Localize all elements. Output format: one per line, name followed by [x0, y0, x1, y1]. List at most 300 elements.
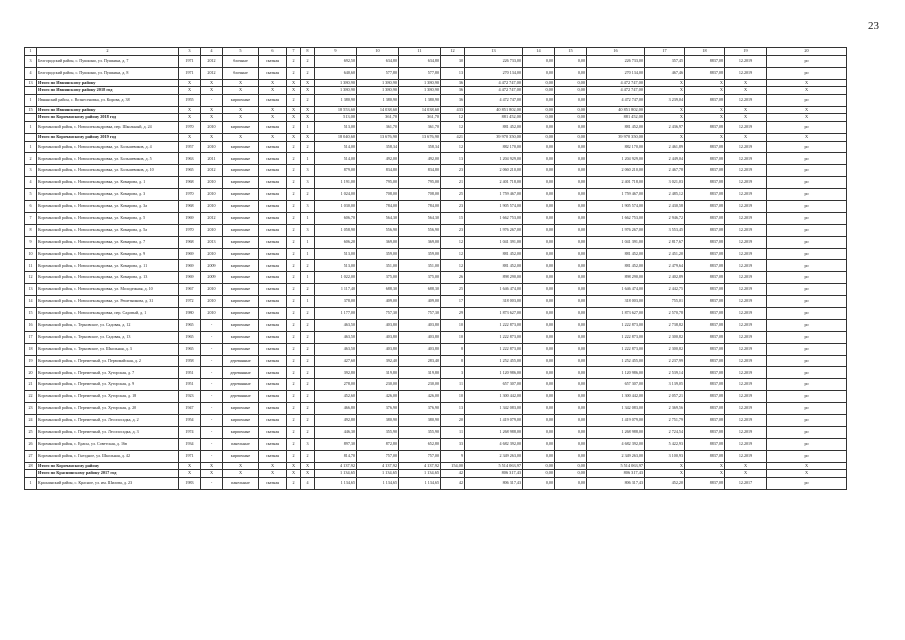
- column-number-cell: 3: [179, 48, 201, 56]
- table-cell: ро: [767, 477, 847, 489]
- table-cell: скатная: [259, 438, 287, 450]
- table-cell: 376,90: [399, 403, 441, 415]
- table-cell: 3: [301, 165, 315, 177]
- table-cell: 2 539,14: [645, 367, 685, 379]
- table-cell: 2010: [201, 284, 223, 296]
- table-cell: 20: [441, 415, 465, 427]
- table-cell: 467,46: [645, 67, 685, 79]
- table-cell: 12.2019: [725, 212, 767, 224]
- table-cell: скатная: [259, 403, 287, 415]
- table-cell: 0,00: [555, 114, 587, 122]
- table-cell: X: [259, 470, 287, 478]
- table-cell: 23: [441, 165, 465, 177]
- subtotal-row: [25, 106, 847, 114]
- table-cell: 0,00: [555, 141, 587, 153]
- table-cell: 872,80: [357, 438, 399, 450]
- table-cell: 0,00: [555, 308, 587, 320]
- table-cell: 426,00: [399, 391, 441, 403]
- table-cell: 0,00: [555, 212, 587, 224]
- table-cell: X: [685, 470, 725, 478]
- table-cell: 806 317,43: [587, 470, 645, 478]
- table-cell: 0,00: [555, 122, 587, 134]
- table-cell: 355,90: [399, 426, 441, 438]
- table-cell: -: [201, 415, 223, 427]
- table-cell: 2: [287, 477, 301, 489]
- address-cell: Корочанский район, с. Ерасы, ул. Советская, д. 16в: [37, 438, 179, 450]
- table-cell: скатная: [259, 426, 287, 438]
- table-cell: 1968: [179, 200, 201, 212]
- table-cell: 2: [287, 319, 301, 331]
- table-cell: ро: [767, 153, 847, 165]
- table-row: [25, 56, 847, 68]
- table-cell: 2 817,67: [645, 236, 685, 248]
- column-number-cell: 7: [287, 48, 301, 56]
- table-cell: 13: [441, 403, 465, 415]
- table-cell: -: [201, 355, 223, 367]
- table-cell: 12.2019: [725, 248, 767, 260]
- table-cell: 33: [441, 438, 465, 450]
- table-cell: X: [259, 133, 287, 141]
- table-cell: 8837,08: [685, 272, 725, 284]
- table-cell: 1 222 873,00: [587, 319, 645, 331]
- table-cell: 10: [441, 331, 465, 343]
- table-cell: 358,34: [357, 141, 399, 153]
- column-number-cell: 11: [399, 48, 441, 56]
- table-cell: X: [767, 106, 847, 114]
- table-cell: скатная: [259, 331, 287, 343]
- table-cell: 2010: [201, 224, 223, 236]
- table-cell: 1 041 391,00: [465, 236, 523, 248]
- table-cell: 427,60: [315, 355, 357, 367]
- table-cell: 1 120 986,00: [465, 367, 523, 379]
- table-cell: 8837,08: [685, 343, 725, 355]
- table-cell: 2 467,78: [645, 165, 685, 177]
- table-cell: 0,00: [555, 403, 587, 415]
- table-cell: 12.2019: [725, 272, 767, 284]
- table-cell: 2010: [201, 308, 223, 320]
- column-number-cell: 17: [645, 48, 685, 56]
- table-cell: 8837,08: [685, 56, 725, 68]
- table-cell: 433: [441, 106, 465, 114]
- table-cell: 2010: [201, 200, 223, 212]
- table-cell: X: [179, 87, 201, 95]
- subtotal-label-cell: Итого по Ивнянскому району 2018 год: [37, 87, 179, 95]
- table-cell: 4 472 747,00: [587, 79, 645, 87]
- table-cell: 2: [287, 450, 301, 462]
- table-cell: 39 970 350,00: [587, 133, 645, 141]
- table-cell: X: [179, 114, 201, 122]
- table-cell: 5: [25, 189, 37, 201]
- table-cell: 10: [441, 391, 465, 403]
- table-cell: 2: [287, 153, 301, 165]
- table-cell: 757,30: [399, 308, 441, 320]
- table-cell: 12.2019: [725, 319, 767, 331]
- table-cell: 12.2019: [725, 438, 767, 450]
- table-cell: 834,80: [357, 165, 399, 177]
- table-cell: 463,50: [315, 319, 357, 331]
- table-cell: 1958: [179, 355, 201, 367]
- table-cell: [25, 133, 37, 141]
- table-cell: 2: [301, 331, 315, 343]
- table-cell: ро: [767, 189, 847, 201]
- table-cell: 556,90: [399, 224, 441, 236]
- table-cell: X: [287, 106, 301, 114]
- table-cell: X: [259, 462, 287, 470]
- table-cell: 0,00: [555, 153, 587, 165]
- table-cell: 17: [441, 296, 465, 308]
- table-cell: X: [685, 79, 725, 87]
- table-cell: 0,00: [523, 106, 555, 114]
- register-table: [24, 47, 847, 490]
- table-cell: 1 380,90: [357, 87, 399, 95]
- table-cell: 1 380,90: [315, 87, 357, 95]
- table-cell: скатная: [259, 56, 287, 68]
- table-cell: 0,00: [523, 308, 555, 320]
- table-cell: X: [685, 106, 725, 114]
- address-cell: Корочанский район, с. Новоалександровка, ул. Большевиков, д. 5: [37, 153, 179, 165]
- table-cell: 2: [287, 272, 301, 284]
- table-cell: 2 751,79: [645, 415, 685, 427]
- table-cell: 2 060 210,00: [587, 165, 645, 177]
- table-cell: 12.2019: [725, 67, 767, 79]
- table-cell: 882 170,00: [465, 141, 523, 153]
- table-cell: 8: [441, 343, 465, 355]
- subtotal-label-cell: Итого по Корочанскому району 2018 год: [37, 114, 179, 122]
- table-cell: 2: [301, 450, 315, 462]
- table-cell: 8837,08: [685, 153, 725, 165]
- table-cell: 2 401 718,00: [587, 177, 645, 189]
- table-cell: 1967: [179, 284, 201, 296]
- table-cell: 12.2019: [725, 296, 767, 308]
- table-cell: 4: [25, 177, 37, 189]
- table-cell: X: [179, 470, 201, 478]
- table-cell: 11: [25, 260, 37, 272]
- table-cell: 13 676,90: [357, 133, 399, 141]
- table-cell: 2 442,75: [645, 284, 685, 296]
- address-cell: Корочанский район, с. Новоалександровка, пер. Садовый, д. 1: [37, 308, 179, 320]
- table-cell: 2: [301, 426, 315, 438]
- table-cell: 564,30: [399, 212, 441, 224]
- table-cell: 2: [301, 355, 315, 367]
- table-cell: 1965: [179, 165, 201, 177]
- address-cell: Краснинский район, с. Красное, ул. им. Шилова, д. 23: [37, 477, 179, 489]
- table-cell: 361,70: [399, 114, 441, 122]
- table-cell: 1 342 083,00: [465, 403, 523, 415]
- table-cell: 2: [287, 177, 301, 189]
- table-cell: -: [201, 438, 223, 450]
- table-cell: 15: [441, 212, 465, 224]
- table-cell: ро: [767, 224, 847, 236]
- table-cell: 2 300,82: [645, 343, 685, 355]
- table-cell: 1 177,00: [315, 308, 357, 320]
- table-cell: 795,00: [357, 177, 399, 189]
- table-cell: 8837,08: [685, 94, 725, 106]
- table-cell: кирпичные: [223, 296, 259, 308]
- table-cell: 2010: [201, 296, 223, 308]
- table-cell: 2012: [201, 67, 223, 79]
- table-cell: 0,00: [555, 272, 587, 284]
- table-cell: 361,70: [357, 114, 399, 122]
- table-cell: 8: [25, 224, 37, 236]
- table-cell: 8837,08: [685, 189, 725, 201]
- table-cell: 1934: [179, 438, 201, 450]
- table-cell: X: [645, 133, 685, 141]
- table-cell: 403,80: [357, 343, 399, 355]
- table-cell: 2 724,54: [645, 426, 685, 438]
- table-cell: 13: [25, 79, 37, 87]
- table-cell: X: [767, 87, 847, 95]
- table-cell: 403,80: [399, 331, 441, 343]
- table-cell: 1951: [179, 367, 201, 379]
- table-cell: 806 317,43: [587, 477, 645, 489]
- table-cell: 2 430,58: [645, 200, 685, 212]
- table-cell: кирпичные: [223, 165, 259, 177]
- table-cell: ро: [767, 391, 847, 403]
- table-cell: 8837,08: [685, 415, 725, 427]
- table-cell: 577,80: [357, 67, 399, 79]
- table-cell: 1 268 988,00: [587, 426, 645, 438]
- table-cell: 4: [301, 477, 315, 489]
- table-row: [25, 67, 847, 79]
- table-cell: скатная: [259, 391, 287, 403]
- table-cell: X: [301, 79, 315, 87]
- table-cell: 881 452,00: [465, 260, 523, 272]
- table-cell: X: [287, 87, 301, 95]
- column-number-cell: 5: [223, 48, 259, 56]
- table-cell: 9: [25, 236, 37, 248]
- table-cell: 2 369,56: [645, 403, 685, 415]
- table-cell: 2 451,20: [645, 248, 685, 260]
- table-cell: ро: [767, 177, 847, 189]
- table-cell: -: [201, 331, 223, 343]
- table-cell: скатная: [259, 122, 287, 134]
- table-cell: 4 472 747,00: [465, 79, 523, 87]
- table-cell: скатная: [259, 165, 287, 177]
- table-cell: 0,00: [555, 438, 587, 450]
- table-cell: ро: [767, 272, 847, 284]
- table-cell: 1 380,90: [357, 79, 399, 87]
- table-cell: 2: [287, 200, 301, 212]
- column-number-cell: 1: [25, 48, 37, 56]
- table-cell: 2: [287, 260, 301, 272]
- table-cell: 12: [441, 141, 465, 153]
- table-cell: 12.2019: [725, 426, 767, 438]
- table-cell: 1 252 455,00: [465, 355, 523, 367]
- table-cell: 2013: [201, 236, 223, 248]
- table-cell: 881 452,00: [587, 260, 645, 272]
- table-cell: 0,00: [523, 56, 555, 68]
- table-cell: 14 038,60: [357, 106, 399, 114]
- column-number-cell: 13: [465, 48, 523, 56]
- table-cell: скатная: [259, 153, 287, 165]
- table-cell: 1 022,00: [315, 272, 357, 284]
- table-cell: 8837,08: [685, 165, 725, 177]
- table-cell: X: [725, 462, 767, 470]
- table-cell: кирпичные: [223, 236, 259, 248]
- table-cell: 1974: [179, 426, 201, 438]
- table-cell: 1 380,90: [399, 94, 441, 106]
- table-cell: 1980: [179, 308, 201, 320]
- table-cell: 36: [441, 79, 465, 87]
- table-cell: 1963: [179, 153, 201, 165]
- table-cell: 8837,08: [685, 331, 725, 343]
- table-cell: 0,00: [555, 450, 587, 462]
- table-cell: -: [201, 391, 223, 403]
- table-cell: ро: [767, 403, 847, 415]
- table-cell: 2010: [201, 177, 223, 189]
- table-cell: X: [201, 133, 223, 141]
- table-cell: 2: [287, 438, 301, 450]
- table-cell: 0,00: [523, 477, 555, 489]
- table-cell: 0,00: [555, 355, 587, 367]
- table-cell: 2 401 718,00: [465, 177, 523, 189]
- table-cell: 5 514 063,97: [587, 462, 645, 470]
- table-cell: 1 222 873,00: [465, 319, 523, 331]
- table-row: [25, 355, 847, 367]
- table-cell: ро: [767, 355, 847, 367]
- table-cell: X: [179, 106, 201, 114]
- table-cell: 0,00: [523, 177, 555, 189]
- table-cell: 806 317,43: [465, 477, 523, 489]
- table-cell: X: [259, 114, 287, 122]
- table-cell: 1: [301, 236, 315, 248]
- table-row: [25, 415, 847, 427]
- table-cell: 8837,08: [685, 212, 725, 224]
- table-cell: 2: [287, 391, 301, 403]
- table-cell: 11: [441, 426, 465, 438]
- table-cell: 688,30: [399, 284, 441, 296]
- table-cell: 0,00: [555, 248, 587, 260]
- table-cell: 0,00: [523, 189, 555, 201]
- table-cell: 7: [25, 212, 37, 224]
- table-cell: 1 905 574,00: [587, 200, 645, 212]
- table-row: [25, 248, 847, 260]
- table-cell: 3: [301, 200, 315, 212]
- table-cell: 757,00: [357, 450, 399, 462]
- address-cell: Корочанский район, с. Терновское, ул. Садовая, д. 13: [37, 331, 179, 343]
- address-cell: Ивнянский район, с. Вознесеновка, ул. Кирова, д. 38: [37, 94, 179, 106]
- table-cell: 12.2017: [725, 477, 767, 489]
- table-cell: 8: [441, 355, 465, 367]
- table-cell: 0,00: [523, 403, 555, 415]
- table-cell: X: [645, 106, 685, 114]
- table-cell: 1 252 455,00: [587, 355, 645, 367]
- table-cell: 3: [25, 56, 37, 68]
- table-cell: X: [767, 114, 847, 122]
- table-cell: 2: [287, 415, 301, 427]
- table-cell: -: [201, 94, 223, 106]
- address-cell: Корочанский район, с. Новоалександровка, ул. Комарова, д. 3а: [37, 200, 179, 212]
- table-cell: 23: [441, 200, 465, 212]
- table-cell: 12: [25, 272, 37, 284]
- table-cell: 12.2019: [725, 56, 767, 68]
- table-row: [25, 236, 847, 248]
- table-cell: деревянные: [223, 391, 259, 403]
- table-cell: кирпичные: [223, 200, 259, 212]
- table-cell: X: [645, 87, 685, 95]
- address-cell: Белгородский район, с. Пушкино, ул. Пушкина, д. 8: [37, 67, 179, 79]
- table-cell: 1: [25, 477, 37, 489]
- table-cell: 13: [441, 67, 465, 79]
- register-table-container: [24, 47, 846, 490]
- table-cell: 12: [441, 236, 465, 248]
- table-cell: ро: [767, 260, 847, 272]
- table-cell: 757,30: [357, 308, 399, 320]
- table-cell: 426,00: [357, 391, 399, 403]
- table-cell: X: [301, 114, 315, 122]
- table-row: [25, 177, 847, 189]
- table-cell: 2: [287, 141, 301, 153]
- table-cell: 358,34: [399, 141, 441, 153]
- table-row: [25, 260, 847, 272]
- table-cell: 514,00: [315, 153, 357, 165]
- table-cell: 1 419 079,00: [587, 415, 645, 427]
- address-cell: Корочанский район, с. Новоалександровка, ул. Молодежная, д. 10: [37, 284, 179, 296]
- table-cell: 466,80: [315, 403, 357, 415]
- table-row: [25, 212, 847, 224]
- table-cell: деревянные: [223, 379, 259, 391]
- table-cell: 1968: [179, 177, 201, 189]
- table-cell: 283,40: [399, 355, 441, 367]
- table-cell: 0,00: [555, 106, 587, 114]
- table-cell: X: [201, 470, 223, 478]
- table-cell: 21: [441, 177, 465, 189]
- table-cell: X: [645, 462, 685, 470]
- table-cell: 492,00: [399, 153, 441, 165]
- table-cell: 2: [301, 391, 315, 403]
- table-cell: 463,50: [315, 343, 357, 355]
- table-cell: 1 058,90: [315, 224, 357, 236]
- table-cell: 1 759 467,00: [465, 189, 523, 201]
- table-cell: 2: [287, 67, 301, 79]
- table-cell: 2 479,64: [645, 260, 685, 272]
- table-cell: 12.2019: [725, 284, 767, 296]
- table-cell: 6: [25, 200, 37, 212]
- table-row: [25, 438, 847, 450]
- table-row: [25, 331, 847, 343]
- subtotal-label-cell: Итого по Ивнянскому району: [37, 106, 179, 114]
- table-cell: 1 380,90: [399, 87, 441, 95]
- table-cell: 1972: [179, 296, 201, 308]
- table-cell: кирпичные: [223, 141, 259, 153]
- table-cell: 1965: [179, 331, 201, 343]
- table-cell: 795,00: [399, 177, 441, 189]
- table-cell: 2: [301, 319, 315, 331]
- table-cell: 0,00: [555, 284, 587, 296]
- address-cell: Корочанский район, с. Гнездное, ул. Школьная, д. 42: [37, 450, 179, 462]
- table-cell: 1 380,90: [399, 79, 441, 87]
- subtotal-row: [25, 79, 847, 87]
- subtotal-row: [25, 462, 847, 470]
- table-cell: 2: [301, 367, 315, 379]
- table-row: [25, 319, 847, 331]
- table-cell: 2: [287, 296, 301, 308]
- table-cell: 0,00: [523, 319, 555, 331]
- table-cell: 0,00: [523, 260, 555, 272]
- table-cell: X: [767, 462, 847, 470]
- table-cell: 27: [25, 450, 37, 462]
- table-cell: скатная: [259, 415, 287, 427]
- table-cell: скатная: [259, 343, 287, 355]
- table-cell: 40 851 802,00: [465, 106, 523, 114]
- table-cell: 392,40: [357, 355, 399, 367]
- table-cell: 42: [441, 470, 465, 478]
- table-cell: X: [223, 133, 259, 141]
- table-cell: X: [259, 79, 287, 87]
- table-cell: 13: [25, 284, 37, 296]
- table-cell: 757,00: [399, 450, 441, 462]
- table-cell: ро: [767, 438, 847, 450]
